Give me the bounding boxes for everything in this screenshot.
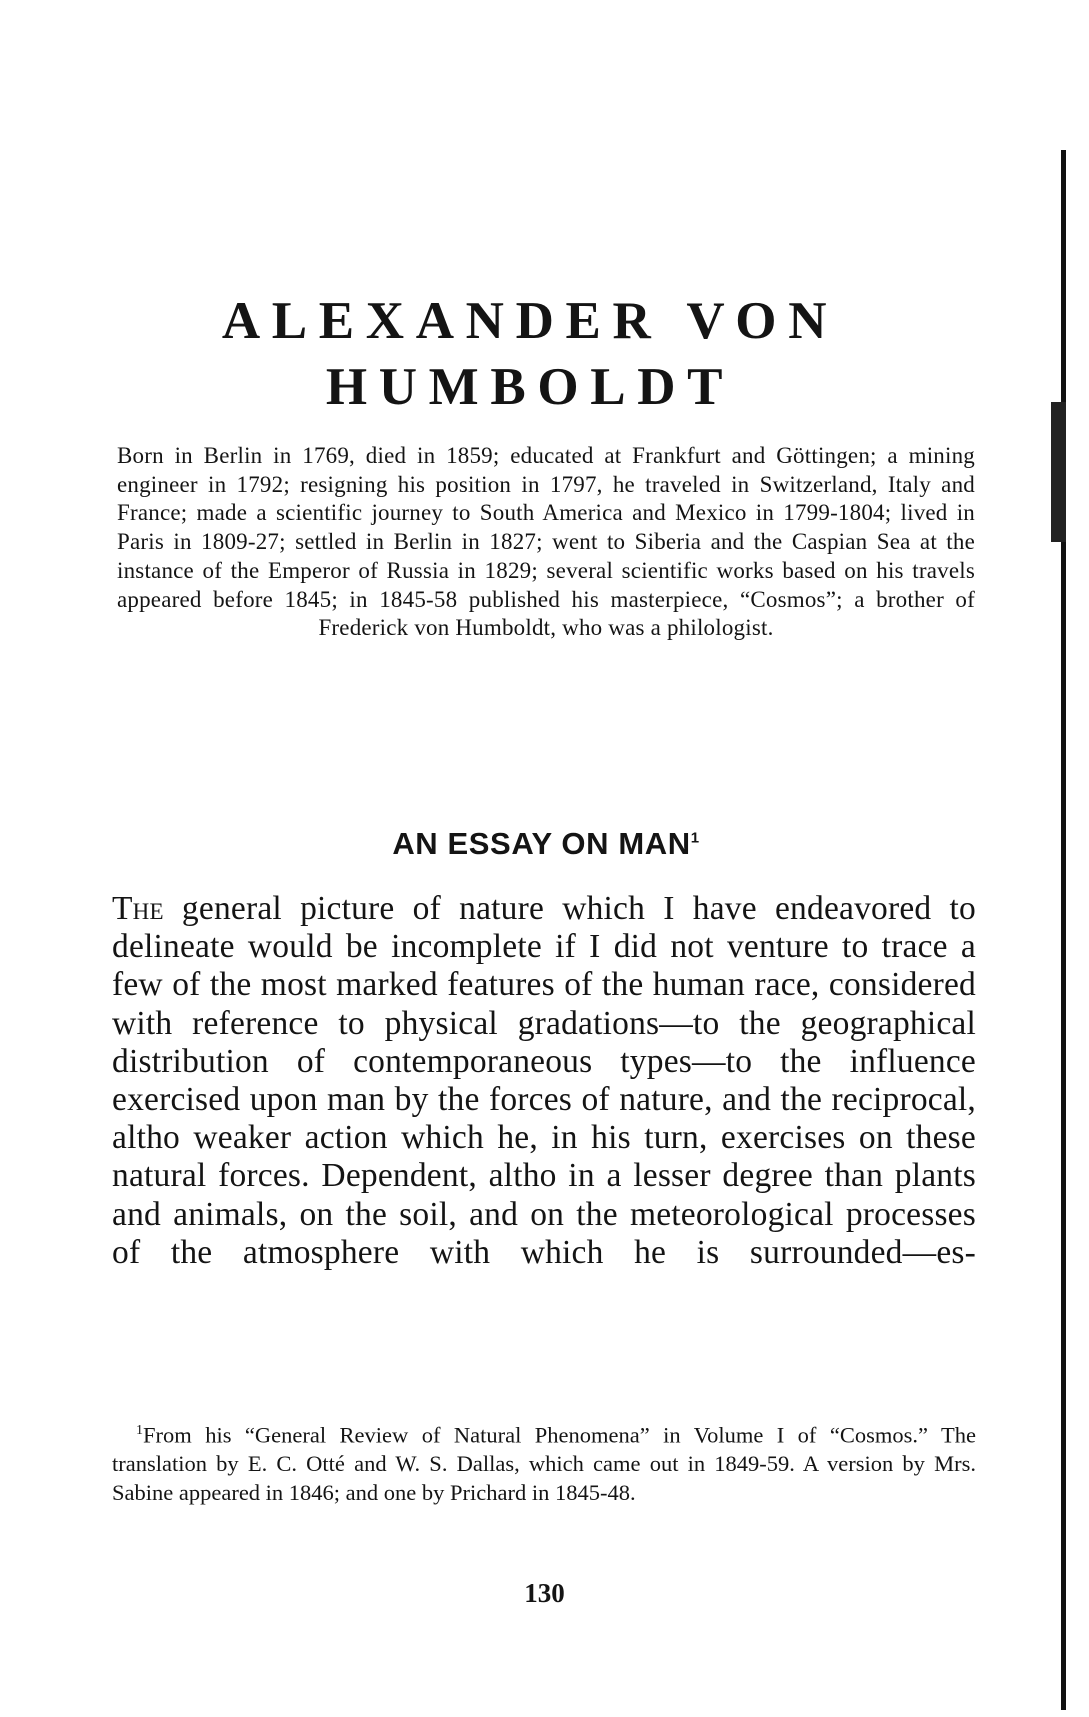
binding-edge-tab	[1051, 402, 1066, 542]
author-biography: Born in Berlin in 1769, died in 1859; educated at Frankfurt and Göttingen; a mining engineer in 1792; resigning his position in 1797, he traveled in Switzerland, Italy and France; made a scientific journey to South America and Mexico in 1799-1804; lived in Paris in 1809-27; settled in Berlin in 1827; went to Siberia and the Caspian Sea at the instance of the Emperor of Russia in 1829; several scientific works based on his travels appeared before 1845; in 1845-58 published his masterpiece, “Cosmos”; a brother of Frederick von Humboldt, who was a philologist.	[117, 443, 975, 641]
essay-opening-word: The	[112, 890, 164, 927]
binding-edge-shadow	[1061, 150, 1066, 1710]
footnote-mark: 1	[136, 1423, 143, 1438]
page-number: 130	[524, 1578, 565, 1608]
footnote	[112, 1417, 976, 1507]
essay-title-note-mark: 1	[690, 829, 700, 847]
essay-body-text: general picture of nature which I have endeavored to delineate would be incomplete if I did not venture to trace a few of the most marked features of the human race, considered with reference to physical gradations—to the geographical distribution of contemporaneous types—to the influence exercised upon man by the forces of nature, and the reciprocal, altho weaker action which he, in his turn, exercises on these natural forces. Dependent, altho in a lesser degree than plants and animals, on the soil, and on the meteorological processes of the atmosphere with which he is surrounded—es-	[112, 890, 976, 1271]
essay-title-text: AN ESSAY ON MAN	[392, 826, 691, 861]
chapter-title	[160, 288, 900, 420]
essay-title	[117, 826, 975, 862]
title-line-1: ALEXANDER VON	[221, 292, 839, 350]
footnote-text: From his “General Review of Natural Phenomena” in Volume I of “Cosmos.” The translation by E. C. Otté and W. S. Dallas, which came out in 1849-59. A version by Mrs. Sabine appeared in 1846; and one by Prichard in 1845-48.	[112, 1422, 976, 1505]
essay-body	[112, 890, 976, 1272]
title-line-2: HUMBOLDT	[325, 358, 735, 416]
